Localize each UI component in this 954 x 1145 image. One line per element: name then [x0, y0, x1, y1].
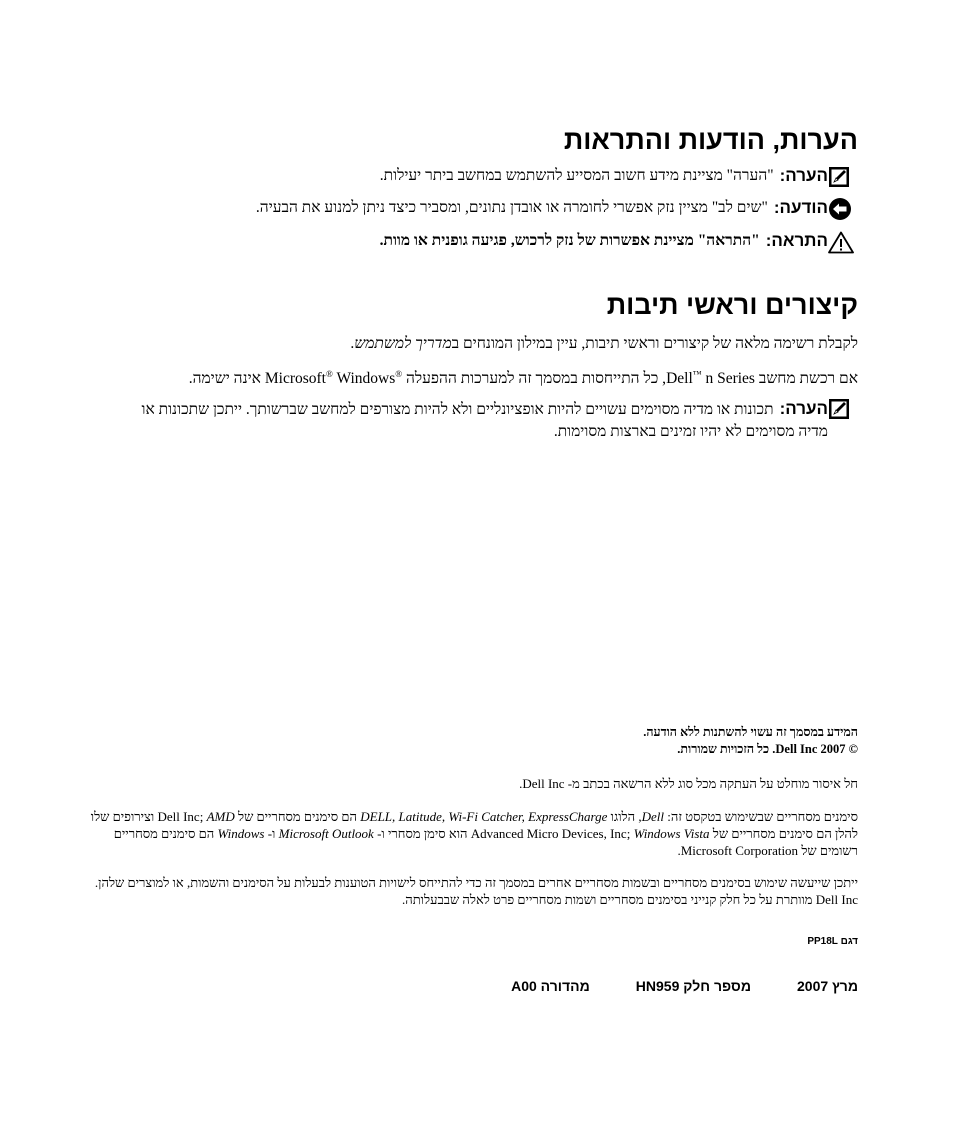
- note2-label: הערה:: [779, 399, 828, 418]
- legal-trademarks: [90, 808, 858, 859]
- legal-reproduction: חל איסור מוחלט על העתקה מכל סוג ללא הרשאה בכתב מ- Dell Inc.: [519, 776, 858, 791]
- notice-row: [90, 198, 858, 220]
- tm-windows: Windows: [217, 826, 265, 841]
- tm-text-b: , הלוגו: [607, 809, 642, 824]
- legal-other-trademarks: ייתכן שייעשה שימוש בסימנים מסחריים ובשמות מסחריים אחרים במסמך זה כדי להתייחס לישויות הטוענות לבעלות על הסימנים והשמות, או למוצרים שלהן. Dell Inc מוותרת על כל חלק קנייני בסימנים מסחריים ושמות מסחריים פרט לאלה שבבעלותה.: [94, 875, 858, 907]
- tm-mark: ™: [692, 368, 702, 379]
- section-title-abbreviations: קיצורים וראשי תיבות: [606, 290, 858, 320]
- para2-end: אינה ישימה.: [188, 370, 265, 387]
- section-title-notes: הערות, הודעות והתראות: [563, 125, 858, 155]
- dell-word: Dell: [666, 370, 693, 387]
- tm-vista: Windows Vista: [633, 826, 710, 841]
- notice-text: "שים לב" מציין נזק אפשרי לחומרה או אובדן נתונים, ומסביר כיצד ניתן למנוע את הבעיה.: [255, 199, 768, 216]
- tm-list: DELL, Latitude, Wi-Fi Catcher, ExpressCharge: [360, 809, 608, 824]
- reg-mark-2: ®: [395, 368, 403, 379]
- n-series-paragraph: [90, 369, 858, 389]
- reg-mark-1: ®: [326, 368, 333, 379]
- pencil-note-icon: [828, 166, 858, 188]
- dell-n-series: [666, 370, 755, 387]
- para2-text: אם רכשת מחשב: [754, 370, 858, 387]
- legal-copyright: © 2007 Dell Inc. כל הזכויות שמורות.: [677, 742, 858, 756]
- tm-text-e: הוא סימן מסחרי ו-: [373, 826, 471, 841]
- para2-mid: , כל התייחסות במסמך זה למערכות ההפעלה: [402, 370, 667, 387]
- model-number: דגם PP18L: [807, 936, 858, 947]
- footer-date: מרץ 2007: [797, 978, 858, 994]
- footer-line: [511, 978, 858, 994]
- tm-text-f: ו-: [264, 826, 279, 841]
- windows-word: Windows: [336, 370, 396, 387]
- caution-label: התראה:: [765, 231, 828, 250]
- tm-text-a: סימנים מסחריים שבשימוש בטקסט זה:: [664, 809, 858, 824]
- footer-part-number: מספר חלק HN959: [635, 978, 751, 994]
- caution-row: [90, 231, 858, 253]
- footer-revision: מהדורה A00: [511, 978, 590, 994]
- note2-content: [118, 398, 828, 443]
- abbreviations-paragraph: [90, 334, 858, 354]
- tm-text-g: הם סימנים מסחריים רשומים של Microsoft Corporation.: [113, 826, 858, 858]
- pencil-note-icon: [828, 398, 858, 420]
- note-row: [90, 166, 858, 188]
- para1-end: .: [350, 335, 355, 352]
- microsoft-word: Microsoft: [264, 370, 326, 387]
- notice-arrow-icon: [828, 198, 858, 220]
- tm-outlook: Microsoft Outlook: [278, 826, 374, 841]
- legal-change-notice: המידע במסמך זה עשוי להשתנות ללא הודעה.: [643, 725, 858, 739]
- notice-label: הודעה:: [773, 198, 828, 217]
- tm-dell: Dell: [641, 809, 665, 824]
- note-label: הערה:: [779, 166, 828, 185]
- series-word: n Series: [701, 370, 755, 387]
- users-guide-title: מדריך למשתמש: [354, 335, 452, 352]
- tm-text-d: וצירופים שלו להלן הם סימנים מסחריים של Advanced Micro Devices, Inc;: [90, 809, 858, 841]
- note-text: "הערה" מציינת מידע חשוב המסייע להשתמש במחשב ביתר יעילות.: [379, 167, 774, 184]
- note2-row: [118, 398, 858, 443]
- warning-triangle-icon: [828, 231, 858, 253]
- tm-text-c: הם סימנים מסחריים של Dell Inc;: [157, 809, 361, 824]
- para1-text: לקבלת רשימה מלאה של קיצורים וראשי תיבות, עיין במילון המונחים ב: [451, 335, 858, 352]
- tm-amd: AMD: [206, 809, 235, 824]
- note2-text: תכונות או מדיה מסוימים עשויים להיות אופציונליים ולא להיות מצורפים למחשב שברשותך. ייתכן שתכונות או מדיה מסוימים לא יהיו זמינים בארצות מסוימות.: [141, 401, 828, 440]
- microsoft-windows: [265, 370, 402, 387]
- caution-text: "התראה" מציינת אפשרות של נזק לרכוש, פגיעה גופנית או מוות.: [379, 232, 760, 249]
